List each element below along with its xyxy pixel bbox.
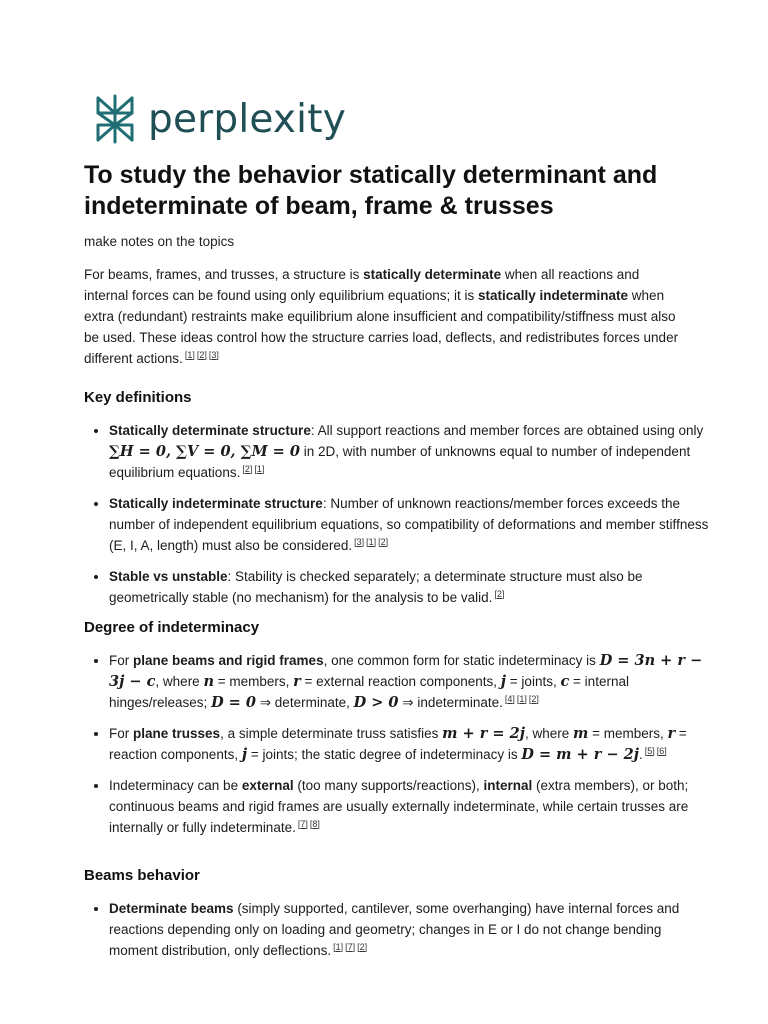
item-text: = joints, [506, 674, 561, 689]
query-subtitle: make notes on the topics [84, 234, 235, 249]
citation-link[interactable]: [2] [357, 941, 368, 952]
citation-link[interactable]: [6] [656, 745, 667, 756]
brand-logo[interactable] [94, 94, 346, 144]
citation-link[interactable]: [2] [242, 463, 253, 474]
math-expression: j [241, 746, 248, 763]
item-bold: internal [483, 778, 533, 793]
item-label: Statically indeterminate structure [109, 496, 323, 511]
section-heading-beams-behavior: Beams behavior [84, 867, 200, 884]
item-text: = members, [588, 726, 668, 741]
page-title: To study the behavior statically determinant and indeterminate of beam, frame & trusses [84, 161, 658, 220]
item-label: Determinate beams [109, 901, 234, 916]
item-text: , where [155, 674, 204, 689]
item-text: in 2D, with number of unknowns equal to number of independent equilibrium equations. [109, 444, 691, 480]
item-text: For [109, 653, 134, 668]
item-text: : Stability is checked separately; a determinate structure must also be geometrically stable (no mechanism) for the analysis to be valid. [109, 569, 643, 605]
item-text: = members, [214, 674, 294, 689]
intro-bold: statically indeterminate [477, 288, 629, 303]
math-expression: r [293, 673, 301, 690]
section-heading-degree-of-indeterminacy: Degree of indeterminacy [84, 619, 260, 636]
item-text: ⇒ determinate, [255, 695, 354, 710]
item-text: , a simple determinate truss satisfies [220, 726, 443, 741]
item-label: plane beams and rigid frames [133, 653, 324, 668]
item-text: . [638, 747, 643, 762]
item-text: = joints; the static degree of indeterminacy is [247, 747, 522, 762]
citation-link[interactable]: [5] [644, 745, 655, 756]
list-item [109, 566, 709, 608]
brand-name: perplexity [148, 96, 346, 142]
item-text: (simply supported, cantilever, some overhanging) have internal forces and reactions depending only on loading and geometry; changes in E or I do not change bending moment distribution, only deflections. [109, 901, 680, 958]
item-text: , one common form for static indeterminacy is [323, 653, 600, 668]
math-expression: D = 3n + r − 3j − c [109, 652, 703, 690]
intro-paragraph [84, 264, 684, 369]
citation-link[interactable]: [3] [208, 349, 219, 360]
math-expression: D = 0 [211, 694, 256, 711]
item-label: Statically determinate structure [109, 423, 311, 438]
list-item [109, 723, 709, 765]
math-expression: m [573, 725, 589, 742]
citation-link[interactable]: [7] [297, 818, 308, 829]
math-expression: ∑H = 0, ∑V = 0, ∑M = 0 [109, 443, 300, 460]
item-text: , where [524, 726, 573, 741]
item-text: : Number of unknown reactions/member forces exceeds the number of independent equilibrium equations, so compatibility of deformations and member stiffness (E, I, A, length) must also be considered. [109, 496, 709, 553]
citation-link[interactable]: [3] [354, 536, 365, 547]
intro-text: when all reactions and internal forces can be found using only equilibrium equations; it is [84, 267, 640, 303]
math-expression: c [560, 673, 570, 690]
item-text: (too many supports/reactions), [293, 778, 484, 793]
intro-text: when extra (redundant) restraints make equilibrium alone insufficient and compatibility/stiffness must also be used. These ideas control how the structure carries load, deflects, and redistributes forces under different actions. [84, 288, 679, 366]
list-item [109, 420, 709, 483]
perplexity-logo-icon [94, 94, 136, 144]
citation-link[interactable]: [2] [528, 693, 539, 704]
citation-link[interactable]: [1] [254, 463, 265, 474]
citation-link[interactable]: [1] [184, 349, 195, 360]
citation-link[interactable]: [8] [309, 818, 320, 829]
item-label: Stable vs unstable [109, 569, 228, 584]
citation-link[interactable]: [2] [196, 349, 207, 360]
item-text: = internal hinges/releases; [109, 674, 629, 710]
intro-text: For beams, frames, and trusses, a structure is [84, 267, 364, 282]
citation-link[interactable]: [1] [516, 693, 527, 704]
math-expression: r [667, 725, 676, 742]
item-text: For [109, 726, 134, 741]
list-item [109, 775, 709, 838]
math-expression: D = m + r − 2j [521, 746, 639, 763]
math-expression: n [203, 673, 214, 690]
intro-bold: statically determinate [363, 267, 502, 282]
citation-link[interactable]: [7] [345, 941, 356, 952]
citation-link[interactable]: [1] [366, 536, 377, 547]
math-expression: j [500, 673, 507, 690]
item-bold: external [241, 778, 294, 793]
item-text: ⇒ indeterminate. [398, 695, 503, 710]
list-item [109, 898, 709, 961]
item-label: plane trusses [133, 726, 221, 741]
citation-link[interactable]: [4] [504, 693, 515, 704]
item-text: = reaction components, [109, 726, 687, 762]
beams-list [84, 898, 709, 971]
item-text: : All support reactions and member forces are obtained using only [310, 423, 704, 438]
item-text: = external reaction components, [300, 674, 501, 689]
math-expression: m + r = 2j [442, 725, 525, 742]
citation-link[interactable]: [2] [494, 588, 505, 599]
list-item [109, 493, 709, 556]
math-expression: D > 0 [353, 694, 399, 711]
key-definitions-list [84, 420, 709, 618]
item-text: (extra members), or both; continuous beams and rigid frames are usually externally indeterminate, while certain trusses are internally or fully indeterminate. [109, 778, 689, 835]
section-heading-key-definitions: Key definitions [84, 389, 192, 406]
item-text: Indeterminacy can be [109, 778, 242, 793]
citation-link[interactable]: [2] [378, 536, 389, 547]
degree-list [84, 650, 709, 848]
citation-link[interactable]: [1] [333, 941, 344, 952]
list-item [109, 650, 709, 713]
